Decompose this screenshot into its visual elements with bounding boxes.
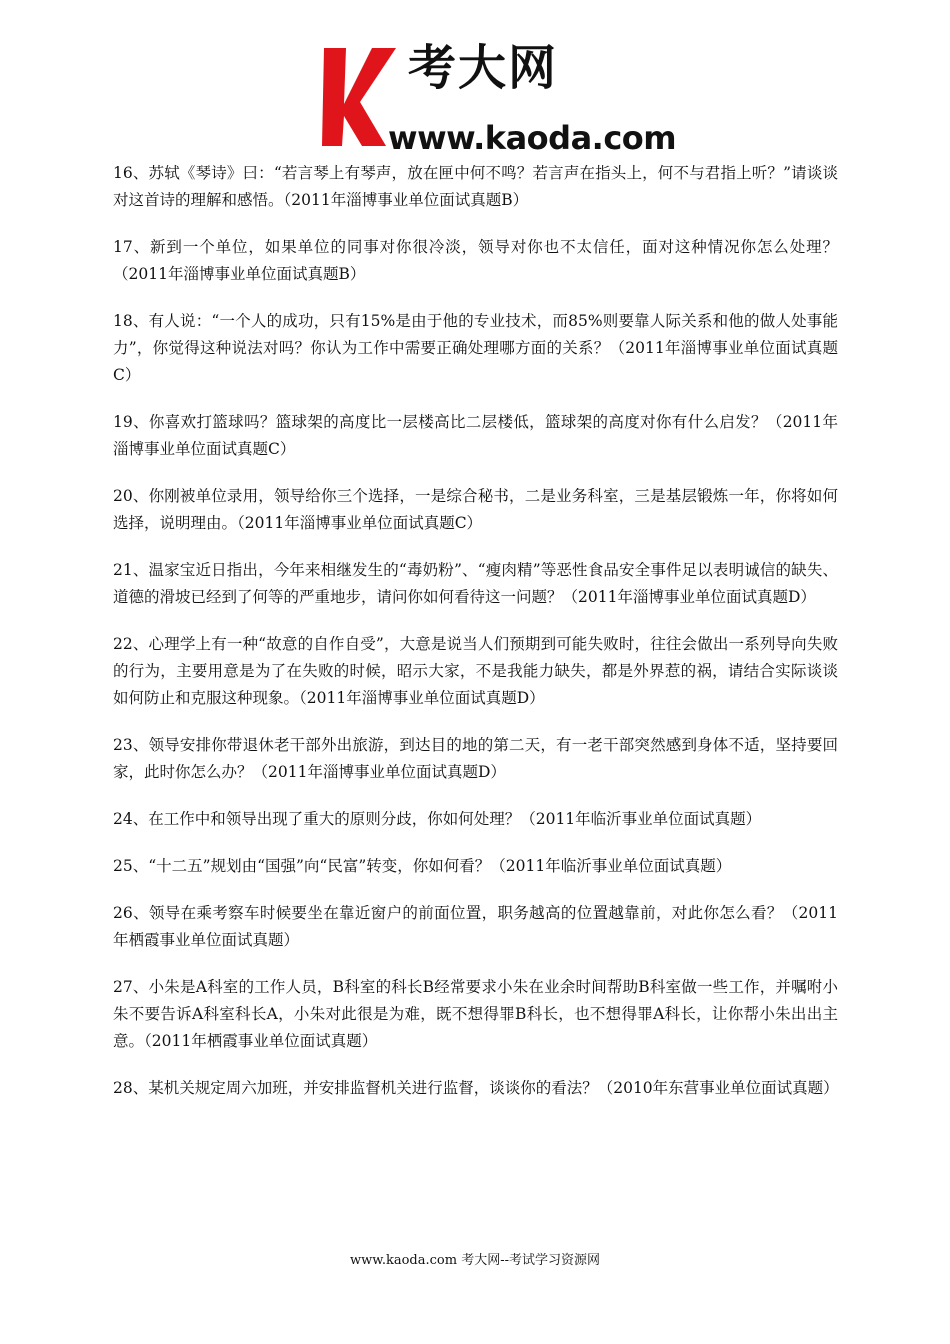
question-item: 17、新到一个单位，如果单位的同事对你很冷淡，领导对你也不太信任，面对这种情况你怎么处理？（2011年淄博事业单位面试真题B） (113, 238, 838, 283)
question-item: 18、有人说：“一个人的成功，只有15%是由于他的专业技术，而85%则要靠人际关系和他的做人处事能力”，你觉得这种说法对吗？你认为工作中需要正确处理哪方面的关系？（2011年淄博事业单位面试真题C） (113, 312, 838, 384)
question-item: 27、小朱是A科室的工作人员，B科室的科长B经常要求小朱在业余时间帮助B科室做一些工作，并嘱咐小朱不要告诉A科室科长A，小朱对此很是为难，既不想得罪B科长，也不想得罪A科长，让你帮小朱出出主意。（2011年栖霞事业单位面试真题） (113, 978, 838, 1050)
question-item: 28、某机关规定周六加班，并安排监督机关进行监督，谈谈你的看法？（2010年东营事业单位面试真题） (113, 1079, 839, 1097)
question-item: 24、在工作中和领导出现了重大的原则分歧，你如何处理？（2011年临沂事业单位面试真题） (113, 810, 762, 828)
question-list (113, 160, 838, 1122)
question-item: 23、领导安排你带退休老干部外出旅游，到达目的地的第二天，有一老干部突然感到身体不适，坚持要回家，此时你怎么办？（2011年淄博事业单位面试真题D） (113, 736, 838, 781)
logo-url: www.kaoda.com (388, 119, 677, 157)
page-footer: www.kaoda.com 考大网--考试学习资源网 (350, 1253, 600, 1268)
k-logo-icon (320, 42, 398, 152)
question-item: 20、你刚被单位录用，领导给你三个选择，一是综合秘书，二是业务科室，三是基层锻炼一年，你将如何选择，说明理由。（2011年淄博事业单位面试真题C） (113, 487, 838, 532)
site-logo (320, 40, 677, 160)
question-item: 19、你喜欢打篮球吗？篮球架的高度比一层楼高比二层楼低，篮球架的高度对你有什么启发？（2011年淄博事业单位面试真题C） (113, 413, 838, 458)
question-item: 22、心理学上有一种“故意的自作自受”，大意是说当人们预期到可能失败时，往往会做出一系列导向失败的行为，主要用意是为了在失败的时候，昭示大家，不是我能力缺失，都是外界惹的祸，请结合实际谈谈如何防止和克服这种现象。（2011年淄博事业单位面试真题D） (113, 635, 838, 707)
question-item: 25、“十二五”规划由“国强”向“民富”转变，你如何看？（2011年临沂事业单位面试真题） (113, 857, 732, 875)
question-item: 16、苏轼《琴诗》曰：“若言琴上有琴声，放在匣中何不鸣？若言声在指头上，何不与君指上听？”请谈谈对这首诗的理解和感悟。（2011年淄博事业单位面试真题B） (113, 164, 838, 209)
question-item: 21、温家宝近日指出，今年来相继发生的“毒奶粉”、“瘦肉精”等恶性食品安全事件足以表明诚信的缺失、道德的滑坡已经到了何等的严重地步，请问你如何看待这一问题？（2011年淄博事业单位面试真题D） (113, 561, 838, 606)
logo-title: 考大网 (408, 40, 559, 96)
question-item: 26、领导在乘考察车时候要坐在靠近窗户的前面位置，职务越高的位置越靠前，对此你怎么看？（2011年栖霞事业单位面试真题） (113, 904, 838, 949)
